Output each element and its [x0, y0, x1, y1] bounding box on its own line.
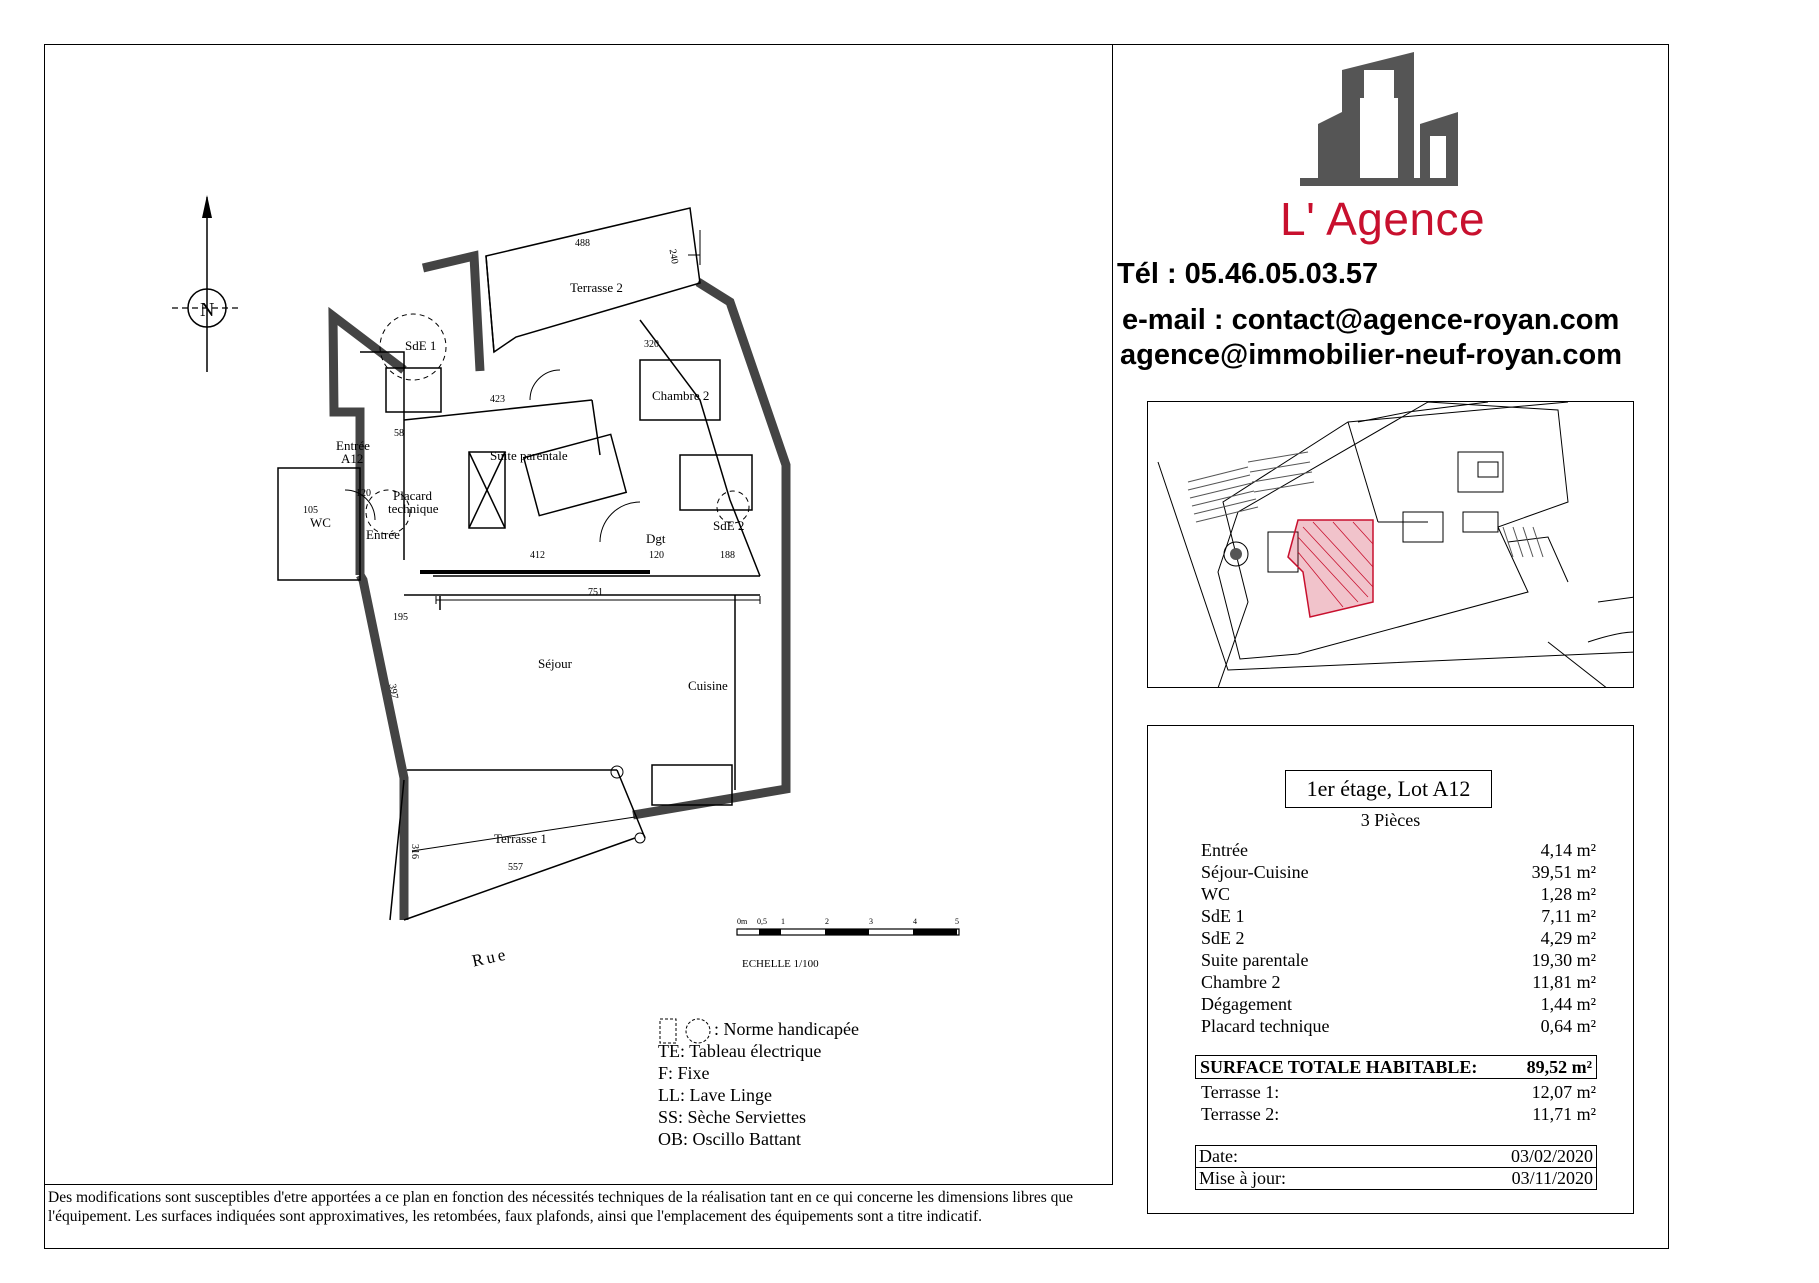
room-row	[1201, 949, 1596, 971]
chambre2-label: Chambre 2	[652, 388, 710, 403]
dim-label: 105	[303, 505, 318, 516]
terrace-row	[1201, 1081, 1596, 1103]
wc-label: WC	[310, 515, 331, 530]
legend-text: : Norme handicapée	[714, 1019, 859, 1040]
dim-label: 120	[649, 550, 664, 561]
dim-label: 412	[530, 550, 545, 561]
lot-info-box	[1147, 725, 1634, 1214]
dim-label: 751	[588, 587, 603, 598]
room-area: 11,81 m²	[1532, 972, 1596, 992]
room-name: Dégagement	[1201, 994, 1292, 1014]
legend	[658, 1018, 859, 1150]
legend-item	[658, 1106, 859, 1128]
scale-tick: 4	[913, 917, 917, 926]
room-name: SdE 1	[1201, 906, 1245, 926]
terrasse1-label: Terrasse 1	[494, 831, 547, 846]
dim-label: 320	[644, 339, 659, 350]
scale-tick: 3	[869, 917, 873, 926]
terrace-row	[1201, 1103, 1596, 1125]
room-name: WC	[1201, 884, 1230, 904]
legend-item	[658, 1084, 859, 1106]
agency-phone[interactable]: Tél : 05.46.05.03.57	[1117, 258, 1379, 290]
dim-label: 316	[409, 844, 420, 859]
cuisine-label: Cuisine	[688, 678, 728, 693]
room-name: Entrée	[1201, 840, 1248, 860]
room-row	[1201, 993, 1596, 1015]
entree-a12-label-2: A12	[341, 451, 364, 466]
terrace-area: 11,71 m²	[1532, 1104, 1596, 1124]
room-row	[1201, 883, 1596, 905]
entree-a12-label: Entrée	[336, 438, 370, 453]
room-area: 39,51 m²	[1531, 862, 1596, 882]
dim-label: 557	[508, 862, 523, 873]
dim-label: 195	[393, 612, 408, 623]
lot-pieces: 3 Pièces	[1360, 810, 1421, 830]
placard-label: Placard	[393, 488, 432, 503]
legend-text: OB: Oscillo Battant	[658, 1129, 801, 1149]
legend-item	[658, 1018, 859, 1040]
disclaimer-text: Des modifications sont susceptibles d'etre apportées a ce plan en fonction des nécessités techniques de la réalisation tant en ce qui concerne les dimensions libres que l'équipement. Les surfaces indiquées sont approximatives, les retombées, faux plafonds, ainsi que l'emplacement des équipements sont a titre indicatif.	[44, 1184, 1113, 1249]
room-area: 1,44 m²	[1540, 994, 1596, 1014]
scale-tick: 0,5	[757, 917, 767, 926]
terrasse2-label: Terrasse 2	[570, 280, 623, 295]
dim-label: 397	[386, 683, 400, 700]
agency-email-1[interactable]: e-mail : contact@agence-royan.com	[1122, 304, 1620, 336]
lot-title: 1er étage, Lot A12	[1285, 770, 1492, 808]
entree-label: Entrée	[366, 527, 400, 542]
agency-logo-text: L' Agence	[1280, 193, 1486, 245]
dim-label: 188	[720, 550, 735, 561]
scale-bar	[737, 917, 959, 970]
dim-label: 423	[490, 394, 505, 405]
location-plan-drawing	[1148, 402, 1634, 688]
scale-label: ECHELLE 1/100	[742, 958, 819, 970]
terrace-list	[1201, 1081, 1596, 1125]
room-row	[1201, 861, 1596, 883]
room-row	[1201, 927, 1596, 949]
terrace-area: 12,07 m²	[1531, 1082, 1596, 1102]
dim-label: 488	[575, 238, 590, 249]
room-area: 0,64 m²	[1540, 1016, 1596, 1036]
sejour-label: Séjour	[538, 656, 572, 671]
sde2-label: SdE 2	[713, 518, 745, 533]
agency-email-2[interactable]: agence@immobilier-neuf-royan.com	[1120, 339, 1623, 371]
rue-label: Rue	[470, 944, 510, 971]
room-row	[1201, 905, 1596, 927]
date-value: 03/02/2020	[1510, 1146, 1593, 1166]
placard-label-2: technique	[388, 501, 439, 516]
legend-item	[658, 1040, 859, 1062]
room-area-list	[1201, 839, 1596, 1037]
agency-logo-icon	[1300, 52, 1458, 186]
total-surface-value: 89,52 m²	[1526, 1057, 1592, 1077]
room-area: 7,11 m²	[1541, 906, 1596, 926]
room-name: Suite parentale	[1201, 950, 1309, 970]
update-value: 03/11/2020	[1511, 1168, 1593, 1188]
sde1-label: SdE 1	[405, 338, 437, 353]
room-area: 19,30 m²	[1531, 950, 1596, 970]
room-name: Chambre 2	[1201, 972, 1281, 992]
terrace-name: Terrasse 1:	[1201, 1082, 1280, 1102]
room-area: 4,14 m²	[1540, 840, 1596, 860]
date-box	[1195, 1145, 1597, 1190]
room-area: 1,28 m²	[1540, 884, 1596, 904]
room-row	[1201, 1015, 1596, 1037]
dgt-label: Dgt	[646, 531, 666, 546]
date-label: Date:	[1199, 1146, 1238, 1166]
total-surface-row	[1195, 1055, 1597, 1079]
legend-text: LL: Lave Linge	[658, 1085, 772, 1105]
dim-label: 58	[394, 428, 404, 439]
room-row	[1201, 971, 1596, 993]
legend-item	[658, 1128, 859, 1150]
legend-text: SS: Sèche Serviettes	[658, 1107, 806, 1127]
location-plan	[1147, 401, 1634, 688]
room-name: SdE 2	[1201, 928, 1245, 948]
room-row	[1201, 839, 1596, 861]
scale-tick: 2	[825, 917, 829, 926]
terrace-name: Terrasse 2:	[1201, 1104, 1280, 1124]
total-surface-label: SURFACE TOTALE HABITABLE:	[1200, 1057, 1478, 1077]
legend-text: F: Fixe	[658, 1063, 710, 1083]
room-area: 4,29 m²	[1540, 928, 1596, 948]
update-label: Mise à jour:	[1199, 1168, 1286, 1188]
dim-label: 120	[356, 488, 371, 499]
suite-label: Suite parentale	[490, 448, 568, 463]
legend-text: TE: Tableau électrique	[658, 1041, 822, 1061]
room-name: Séjour-Cuisine	[1201, 862, 1309, 882]
dim-label: 240	[666, 248, 681, 265]
scale-tick: 0m	[737, 917, 748, 926]
date-row	[1196, 1146, 1596, 1167]
scale-tick: 5	[955, 917, 959, 926]
north-label: N	[200, 299, 215, 321]
north-arrow-icon	[172, 195, 242, 372]
legend-item	[658, 1062, 859, 1084]
room-name: Placard technique	[1201, 1016, 1330, 1036]
scale-tick: 1	[781, 917, 785, 926]
update-row	[1196, 1167, 1596, 1189]
